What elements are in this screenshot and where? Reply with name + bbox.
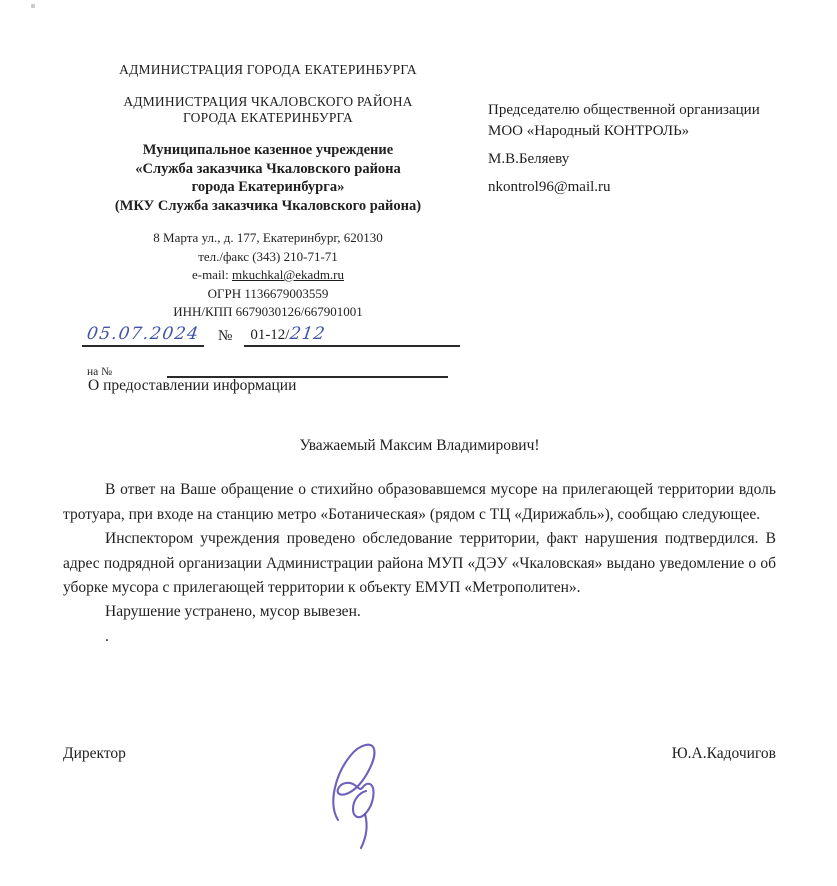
signer-title: Директор: [63, 745, 126, 762]
parent-org-name: АДМИНИСТРАЦИЯ ГОРОДА ЕКАТЕРИНБУРГА: [119, 62, 417, 77]
body-paragraph-2: Инспектором учреждения проведено обследование территории, факт нарушения подтвердился. В адрес подрядной организации Администрации района МУП «ДЭУ «Чкаловская» выдано уведомление о об уборке мусора с прилегающей территории к объекту ЕМУП «Метрополитен».: [63, 530, 776, 597]
number-sign: №: [218, 328, 233, 344]
email-label: e-mail:: [191, 267, 233, 282]
subject-line: О предоставлении информации: [88, 377, 297, 394]
date-field: [82, 318, 204, 347]
district-org-name: [58, 94, 478, 126]
signer-name: Ю.А.Кадочигов: [671, 745, 776, 762]
letter-body: [63, 434, 776, 649]
district-org-line1: АДМИНИСТРАЦИЯ ЧКАЛОВСКОГО РАЙОНА: [123, 94, 413, 109]
institution-line1: Муниципальное казенное учреждение: [142, 142, 394, 158]
outgoing-number-field: [244, 318, 460, 347]
body-paragraph-1: В ответ на Ваше обращение о стихийно образовавшемся мусоре на прилегающей территории вдоль тротуара, при входе на станцию метро «Ботаническая» (рядом с ТЦ «Дирижабль»), сообщаю следующее.: [63, 481, 776, 523]
scan-artifact: [31, 4, 35, 8]
sender-contacts: [58, 229, 478, 322]
outgoing-reference-row: [82, 318, 460, 347]
sender-email-row: [58, 266, 478, 285]
sender-ogrn: ОГРН 1136679003559: [207, 285, 329, 301]
body-paragraph-3: Нарушение устранено, мусор вывезен.: [105, 603, 361, 621]
recipient-name: М.В.Беляеву: [488, 151, 570, 167]
sender-inn-kpp: ИНН/КПП 6679030126/667901001: [173, 304, 363, 319]
recipient-email: nkontrol96@mail.ru: [488, 179, 611, 195]
salutation: Уважаемый Максим Владимирович!: [299, 437, 540, 454]
sender-address: 8 Марта ул., д. 177, Екатеринбург, 620130: [153, 230, 383, 245]
reply-number-blank-line: [167, 362, 448, 378]
sender-phone: тел./факс (343) 210-71-71: [198, 248, 338, 264]
reply-to-label: на №: [87, 366, 113, 378]
sender-email: mkuchkal@ekadm.ru: [232, 267, 345, 282]
recipient-title-line1: Председателю общественной организации: [488, 102, 760, 118]
sender-letterhead: [58, 62, 478, 322]
signature-ink-scribble: [323, 740, 393, 852]
institution-name: [58, 141, 478, 215]
institution-line4: (МКУ Служба заказчика Чкаловского района): [114, 197, 422, 214]
stray-period: .: [105, 627, 109, 645]
number-typed-prefix: 01-12/: [250, 327, 290, 343]
handwritten-date: 05.07.2024: [85, 324, 201, 344]
handwritten-number: 212: [289, 324, 328, 344]
recipient-block: [488, 100, 828, 198]
recipient-title-line2: МОО «Народный КОНТРОЛЬ»: [488, 123, 690, 139]
signature-row: [63, 745, 776, 763]
reply-reference-row: [87, 362, 112, 376]
institution-line2: «Служба заказчика Чкаловского района: [135, 160, 401, 177]
district-org-line2: ГОРОДА ЕКАТЕРИНБУРГА: [182, 110, 354, 125]
institution-line3: города Екатеринбурга»: [191, 179, 345, 195]
